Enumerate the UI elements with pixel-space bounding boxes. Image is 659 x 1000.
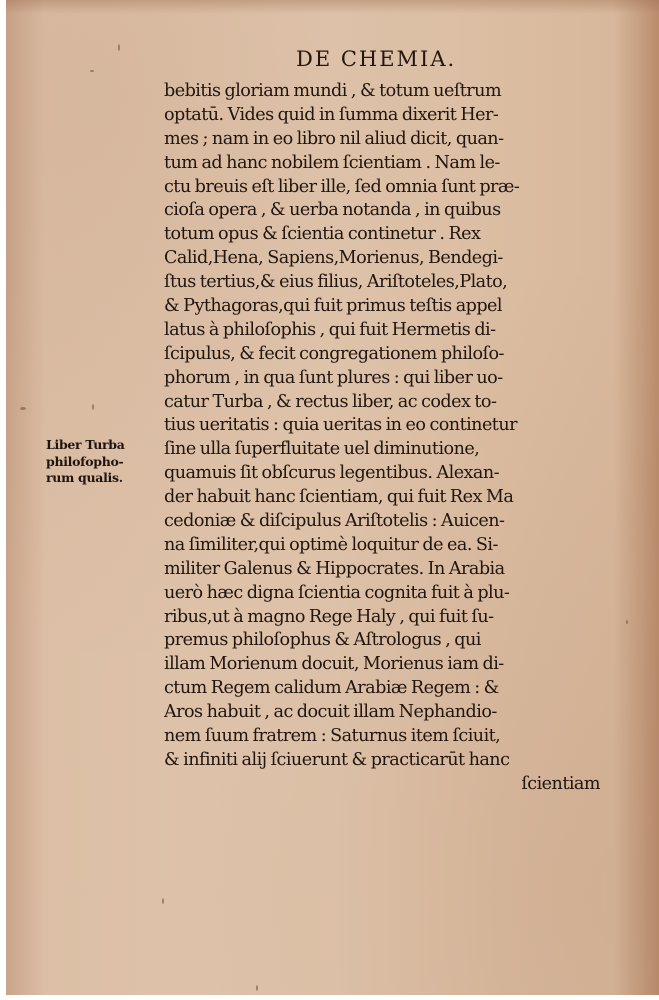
text-line: illam Morienum docuit, Morienus iam di- bbox=[164, 654, 504, 675]
paper-speck bbox=[92, 404, 94, 410]
text-line: ctum Regem calidum Arabiæ Regem : & bbox=[164, 678, 499, 699]
text-line: cedoniæ & diſcipulus Ariſtotelis : Auicen- bbox=[164, 511, 505, 532]
text-line: Calid,Hena, Sapiens,Morienus, Bendegi- bbox=[164, 248, 503, 269]
text-line: phorum , in qua ſunt plures : qui liber uo- bbox=[164, 367, 503, 388]
text-line: ſtus tertius,& eius filius, Ariſtoteles,Plato, bbox=[164, 272, 508, 293]
text-line: uerò hæc digna ſcientia cognita fuit à plu- bbox=[164, 582, 510, 603]
text-line: latus à philoſophis , qui fuit Hermetis di- bbox=[164, 319, 496, 340]
text-line: ſine ulla ſuperfluitate uel diminutione, bbox=[164, 439, 480, 460]
paper-speck bbox=[256, 985, 258, 991]
text-line: militer Galenus & Hippocrates. In Arabia bbox=[164, 558, 505, 579]
paper-speck bbox=[20, 407, 26, 410]
text-line: nem ſuum fratrem : Saturnus item ſciuit, bbox=[164, 726, 501, 747]
margin-note-line: rum qualis. bbox=[46, 470, 123, 485]
text-line: quamuis ſit obſcurus legentibus. Alexan- bbox=[164, 463, 500, 484]
margin-note-line: philofopho- bbox=[46, 453, 124, 469]
text-line: ſcipulus, & fecit congregationem philoſo- bbox=[164, 343, 504, 364]
paper-speck bbox=[626, 620, 628, 624]
text-line: mes ; nam in eo libro nil aliud dicit, quan- bbox=[164, 128, 504, 149]
text-line: optatū. Vides quid in ſumma dixerit Her- bbox=[164, 104, 499, 125]
text-line: tius ueritatis : quia ueritas in eo continetur bbox=[164, 415, 517, 436]
text-line: na ſimiliter,qui optimè loquitur de ea. Si- bbox=[164, 534, 498, 555]
text-line: & Pythagoras,qui fuit primus teſtis appel bbox=[164, 296, 502, 317]
paper-speck bbox=[90, 70, 94, 72]
text-line: tum ad hanc nobilem ſcientiam . Nam le- bbox=[164, 152, 500, 173]
text-line: premus philoſophus & Aſtrologus , qui bbox=[164, 630, 481, 651]
text-line: bebitis gloriam mundi , & totum ueſtrum bbox=[164, 81, 502, 101]
margin-note-line: Liber Turba bbox=[46, 437, 125, 452]
text-line: & infiniti alij ſciuerunt & practicarūt hanc bbox=[164, 749, 510, 770]
text-line: ribus,ut à magno Rege Haly , qui fuit ſu- bbox=[164, 606, 494, 627]
text-line: totum opus & ſcientia continetur . Rex bbox=[164, 224, 481, 245]
text-line: cioſa opera , & uerba notanda , in quibus bbox=[164, 200, 501, 221]
margin-note bbox=[46, 437, 154, 487]
text-line: ctu breuis eſt liber ille, ſed omnia ſunt præ- bbox=[164, 176, 520, 197]
text-line: catur Turba , & rectus liber, ac codex to- bbox=[164, 391, 497, 412]
text-line: Aros habuit , ac docuit illam Nephandio- bbox=[164, 702, 497, 723]
body-text bbox=[164, 80, 600, 797]
catchword: ſcientiam bbox=[521, 773, 600, 794]
paper-speck bbox=[162, 898, 164, 904]
book-page bbox=[6, 0, 659, 995]
running-head: DE CHEMIA. bbox=[296, 47, 457, 71]
paper-speck bbox=[118, 44, 120, 51]
text-line: der habuit hanc ſcientiam, qui fuit Rex Ma bbox=[164, 487, 514, 508]
